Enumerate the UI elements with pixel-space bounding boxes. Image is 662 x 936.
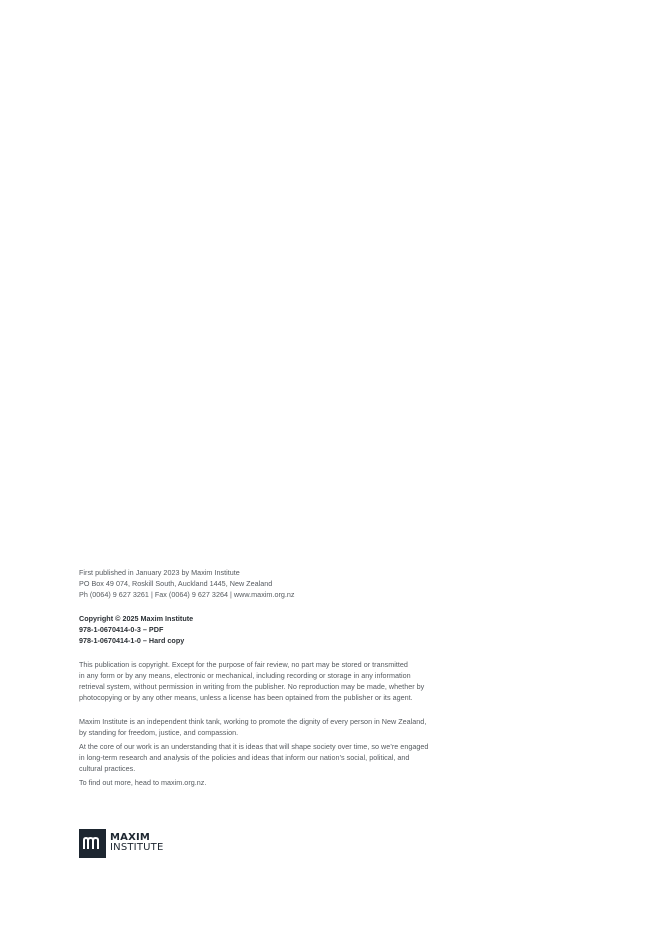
rights-line: photocopying or by any other means, unless a license has been optained from the publisher or its agent. [79, 693, 413, 702]
mission-line: in long-term research and analysis of the policies and ideas that inform our nation’s social, political, and [79, 753, 410, 762]
mission-line: At the core of our work is an understanding that it is ideas that will shape society over time, so we’re engaged [79, 742, 429, 751]
rights-line: in any form or by any means, electronic or mechanical, including recording or storage in any information [79, 671, 411, 680]
publication-info [79, 567, 459, 600]
logo-word-maxim: MAXIM [110, 832, 151, 843]
isbn-hardcopy-line: 978-1-0670414-1-0 – Hard copy [79, 636, 185, 645]
about-line: Maxim Institute is an independent think tank, working to promote the dignity of every person in New Zealand, [79, 717, 427, 726]
about-paragraph [79, 716, 459, 738]
about-maxim [79, 716, 459, 788]
maxim-institute-logo [79, 828, 164, 858]
copyright-line: Copyright © 2025 Maxim Institute [79, 614, 194, 623]
mission-paragraph [79, 741, 459, 774]
mission-line: cultural practices. [79, 764, 136, 773]
maxim-logo-mark-icon [79, 829, 106, 858]
logo-wordmark [110, 833, 164, 853]
isbn-pdf-line: 978-1-0670414-0-3 – PDF [79, 625, 164, 634]
find-out-more [79, 777, 459, 788]
find-out-more-line: To find out more, head to maxim.org.nz. [79, 778, 207, 787]
first-published-line: First published in January 2023 by Maxim Institute [79, 568, 240, 577]
address-line: PO Box 49 074, Roskill South, Auckland 1445, New Zealand [79, 579, 273, 588]
contact-line: Ph (0064) 9 627 3261 | Fax (0064) 9 627 3264 | www.maxim.org.nz [79, 590, 295, 599]
rights-line: This publication is copyright. Except for the purpose of fair review, no part may be stored or transmitted [79, 660, 408, 669]
imprint-page [79, 567, 459, 788]
about-line: by standing for freedom, justice, and compassion. [79, 728, 239, 737]
rights-line: retrieval system, without permission in writing from the publisher. No reproduction may be made, whether by [79, 682, 425, 691]
logo-word-institute: INSTITUTE [110, 842, 164, 853]
rights-statement [79, 659, 459, 703]
copyright-info [79, 613, 459, 646]
